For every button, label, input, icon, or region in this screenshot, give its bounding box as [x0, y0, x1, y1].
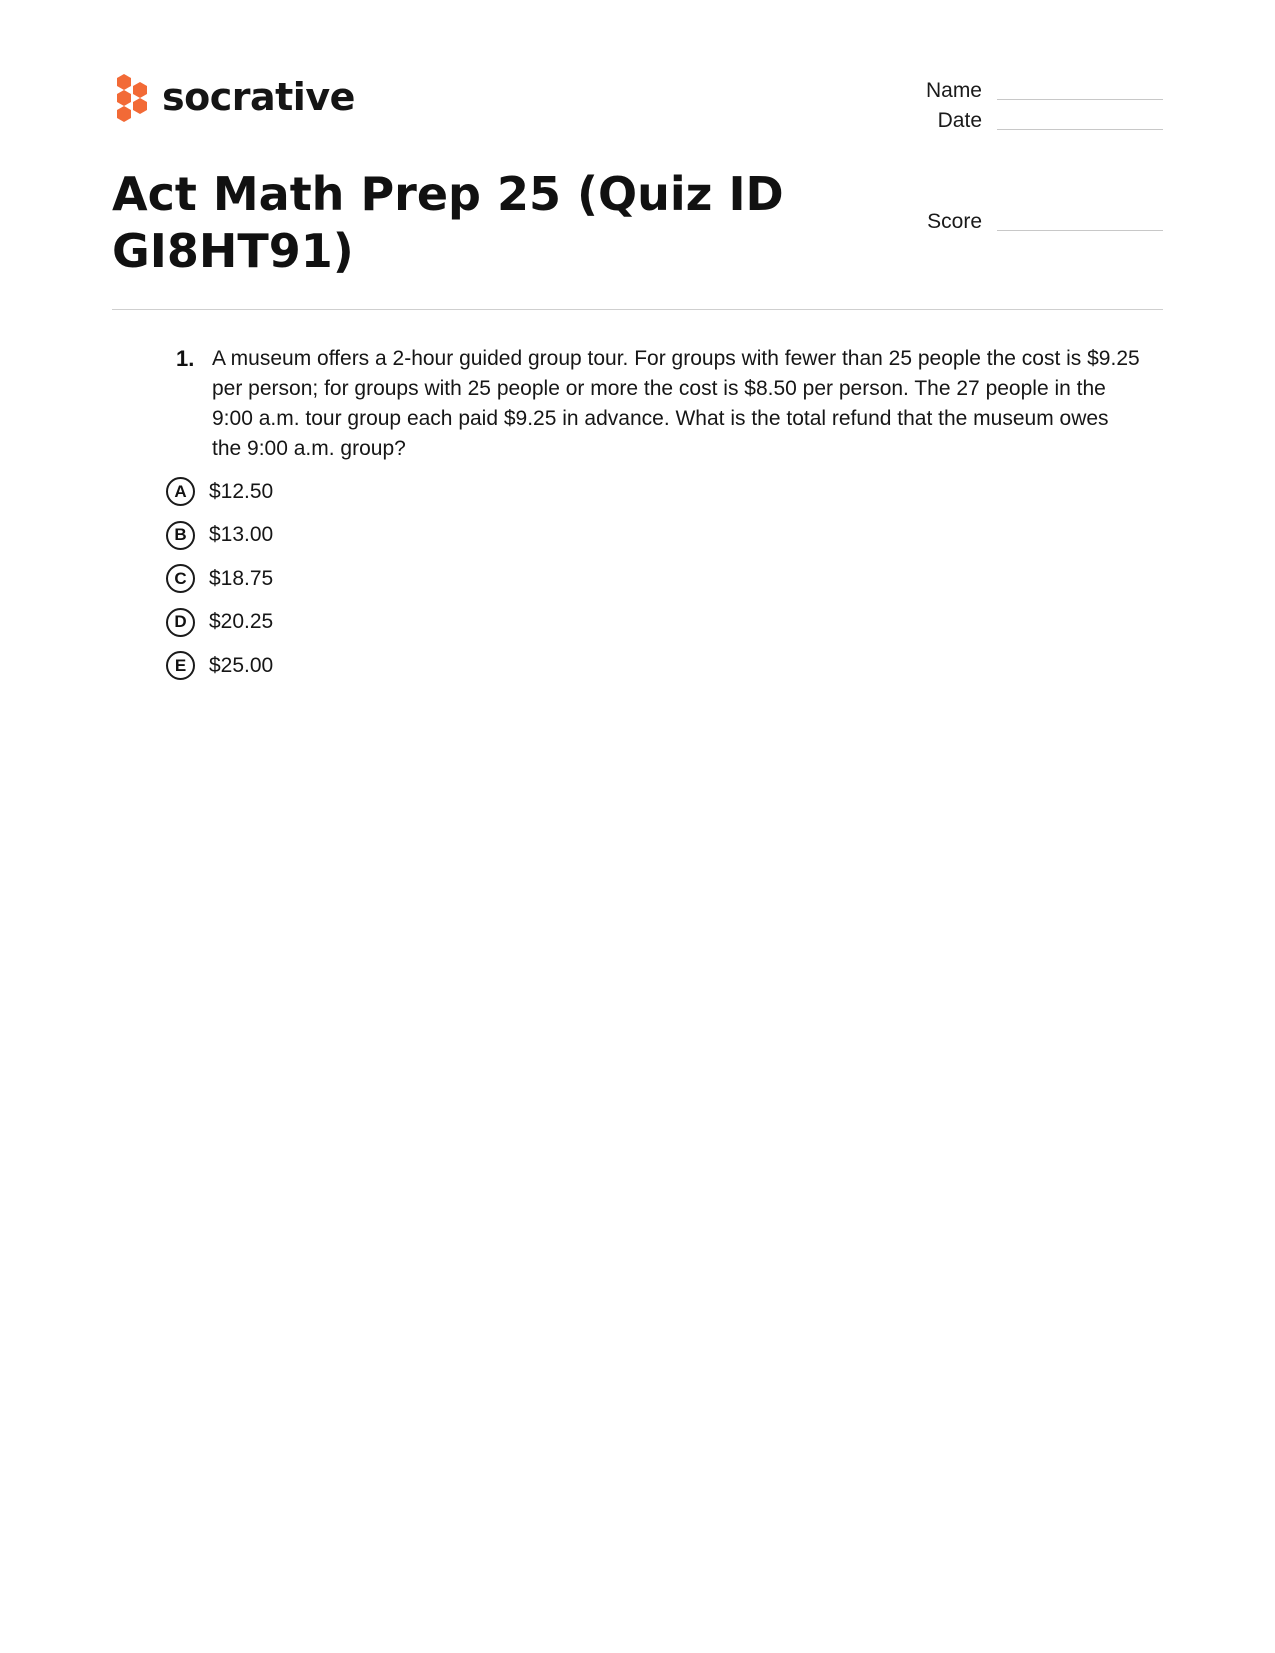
choice-c[interactable]	[166, 557, 273, 601]
answer-choices	[166, 470, 273, 688]
choice-b[interactable]	[166, 514, 273, 558]
choice-bubble[interactable]: B	[166, 521, 195, 550]
socrative-logo	[112, 72, 355, 122]
name-field[interactable]	[862, 80, 1163, 101]
name-blank-line[interactable]	[997, 98, 1163, 100]
date-blank-line[interactable]	[997, 128, 1163, 130]
choice-d[interactable]	[166, 601, 273, 645]
score-blank-line[interactable]	[997, 229, 1163, 231]
date-label: Date	[937, 109, 982, 132]
question-1	[176, 344, 1142, 464]
choice-text: $25.00	[209, 653, 274, 677]
choice-text: $20.25	[209, 610, 274, 634]
choice-bubble[interactable]: D	[166, 608, 195, 637]
question-number: 1.	[176, 346, 195, 371]
choice-e[interactable]	[166, 644, 273, 688]
choice-text: $12.50	[209, 479, 274, 503]
question-text: A museum offers a 2-hour guided group tour. For groups with fewer than 25 people the cost is $9.25 per person; for groups with 25 people or more the cost is $8.50 per person. The 27 people in the 9:00 a.m. tour group each paid $9.25 in advance. What is the total refund that the museum owes the 9:00 a.m. group?	[212, 347, 1140, 460]
choice-bubble[interactable]: C	[166, 564, 195, 593]
choice-text: $18.75	[209, 566, 274, 590]
score-label: Score	[927, 210, 982, 233]
choice-a[interactable]	[166, 470, 273, 514]
score-field[interactable]	[862, 211, 1163, 232]
quiz-title: Act Math Prep 25 (Quiz ID GI8HT91)	[112, 167, 784, 278]
header-divider	[112, 309, 1163, 310]
hexagon-cluster-icon	[112, 72, 152, 122]
date-field[interactable]	[862, 110, 1163, 131]
name-label: Name	[925, 79, 982, 102]
choice-text: $13.00	[209, 523, 274, 547]
brand-wordmark: socrative	[162, 75, 355, 119]
choice-bubble[interactable]: A	[166, 477, 195, 506]
choice-bubble[interactable]: E	[166, 651, 195, 680]
